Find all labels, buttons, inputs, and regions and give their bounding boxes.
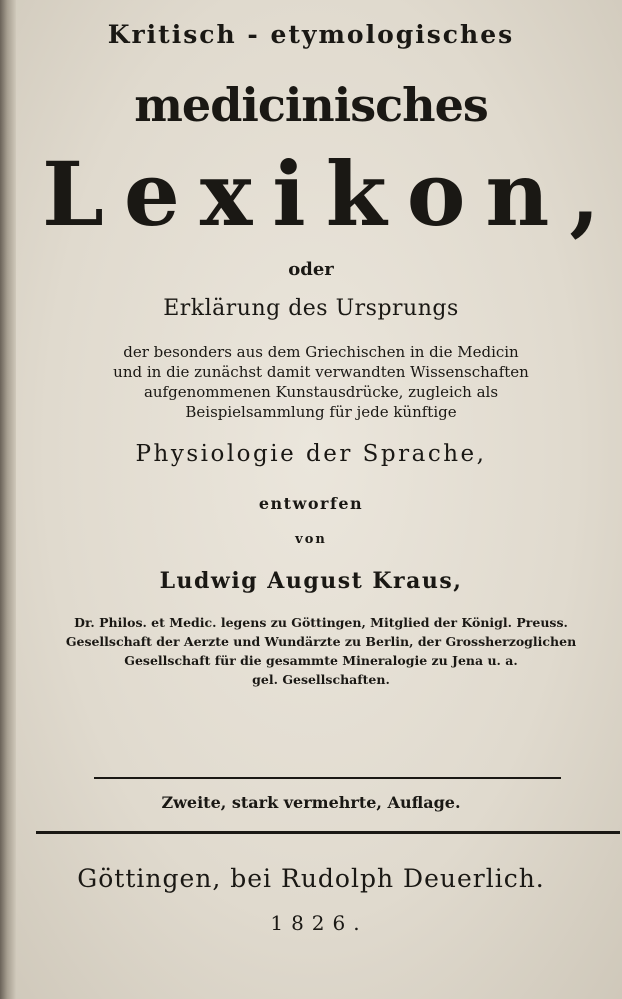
subtitle-physiologie: Physiologie der Sprache, — [135, 441, 487, 467]
title-line-medicinisches: medicinisches — [134, 78, 488, 132]
credentials-line: Gesellschaft für die gesammte Mineralogie zu Jena u. a. — [124, 653, 518, 668]
author-credentials — [40, 613, 602, 689]
title-line-oder: oder — [288, 259, 334, 280]
credentials-line: Gesellschaft der Aerzte und Wundärzte zu Berlin, der Grossherzoglichen — [65, 634, 577, 649]
description-block — [40, 342, 602, 422]
title-line-lexikon: Lexikon, — [41, 142, 621, 246]
imprint-publisher: Göttingen, bei Rudolph Deuerlich. — [77, 864, 545, 893]
description-line: der besonders aus dem Griechischen in die Medicin — [123, 343, 519, 361]
subtitle-erklaerung: Erklärung des Ursprungs — [163, 296, 459, 321]
divider-rule-top — [94, 777, 561, 779]
publication-year: 1826. — [270, 911, 368, 935]
description-line: und in die zunächst damit verwandten Wissenschaften — [113, 363, 529, 381]
title-line-kritisch: Kritisch - etymologisches — [107, 20, 515, 49]
edition-statement: Zweite, stark vermehrte, Auflage. — [161, 793, 461, 812]
credentials-line: Dr. Philos. et Medic. legens zu Göttingen, Mitglied der Königl. Preuss. — [74, 615, 568, 630]
author-name: Ludwig August Kraus, — [159, 568, 463, 594]
description-line: Beispielsammlung für jede künftige — [185, 403, 457, 421]
line-von: von — [295, 532, 327, 547]
line-entworfen: entworfen — [258, 494, 364, 513]
description-line: aufgenommenen Kunstausdrücke, zugleich als — [143, 383, 499, 401]
divider-rule-bottom — [36, 831, 620, 834]
credentials-line: gel. Gesellschaften. — [252, 672, 390, 687]
